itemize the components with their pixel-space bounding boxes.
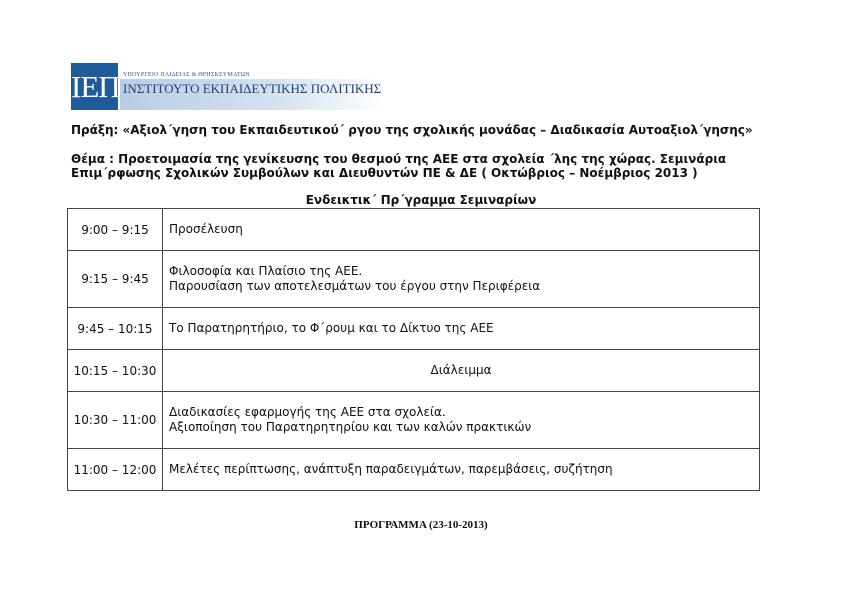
schedule-table bbox=[67, 208, 760, 491]
table-row bbox=[68, 308, 760, 350]
program-date-footer: ΠΡΟΓΡΑΜΜΑ (23-10-2013) bbox=[354, 519, 488, 531]
activity-line-2: Αξιοποίηση του Παρατηρητηρίου και των καλών πρακτικών bbox=[169, 420, 532, 434]
time-cell: 10:30 – 11:00 bbox=[68, 392, 163, 449]
table-row bbox=[68, 251, 760, 308]
table-row bbox=[68, 449, 760, 491]
activity-cell bbox=[163, 308, 760, 350]
table-row bbox=[68, 350, 760, 392]
subject-line-1: Θέμα : Προετοιμασία της γενίκευσης του θεσμού της ΑΕΕ στα σχολεία ΄λης της χώρας. Σεμινάρια bbox=[71, 152, 727, 166]
time-cell: 10:15 – 10:30 bbox=[68, 350, 163, 392]
time-cell: 9:00 – 9:15 bbox=[68, 209, 163, 251]
activity-cell bbox=[163, 251, 760, 308]
activity-line-1: Φιλοσοφία και Πλαίσιο της ΑΕΕ. bbox=[169, 264, 363, 278]
logo-ministry-text: ΥΠΟΥΡΓΕΙΟ ΠΑΙΔΕΙΑΣ & ΘΡΗΣΚΕΥΜΑΤΩΝ bbox=[123, 72, 250, 78]
action-title: Πράξη: «Αξιολ΄γηση του Εκπαιδευτικού΄ ργου της σχολικής μονάδας – Διαδικασία Αυτοαξιολ΄γησης» bbox=[71, 123, 753, 137]
logo-institute-name: ΙΝΣΤΙΤΟΥΤΟ ΕΚΠΑΙΔΕΥΤΙΚΗΣ ΠΟΛΙΤΙΚΗΣ bbox=[123, 81, 382, 96]
activity-line-1: Μελέτες περίπτωσης, ανάπτυξη παραδειγμάτων, παρεμβάσεις, συζήτηση bbox=[169, 462, 613, 476]
activity-cell bbox=[163, 209, 760, 251]
subject-line-2: Επιμ΄ρφωσης Σχολικών Συμβούλων και Διευθυντών ΠΕ & ΔΕ ( Οκτώβριος – Νοέμβριος 2013 ) bbox=[71, 166, 698, 180]
time-cell: 11:00 – 12:00 bbox=[68, 449, 163, 491]
activity-cell bbox=[163, 449, 760, 491]
activity-line-1: Το Παρατηρητήριο, το Φ΄ρουμ και το Δίκτυο της ΑΕΕ bbox=[169, 321, 494, 335]
activity-line-1: Διαδικασίες εφαρμογής της ΑΕΕ στα σχολεία. bbox=[169, 405, 446, 419]
logo-emblem: ΙΕΠ bbox=[71, 63, 118, 110]
institute-logo bbox=[71, 63, 386, 111]
activity-line-2: Παρουσίαση των αποτελεσμάτων του έργου στην Περιφέρεια bbox=[169, 279, 541, 293]
activity-line-1: Διάλειμμα bbox=[430, 363, 492, 377]
schedule-table-title: Ενδεικτικ΄ Πρ΄γραμμα Σεμιναρίων bbox=[305, 193, 537, 207]
table-row bbox=[68, 209, 760, 251]
activity-line-1: Προσέλευση bbox=[169, 222, 243, 236]
time-cell: 9:45 – 10:15 bbox=[68, 308, 163, 350]
activity-cell bbox=[163, 350, 760, 392]
subject-heading bbox=[71, 152, 726, 180]
table-row bbox=[68, 392, 760, 449]
activity-cell bbox=[163, 392, 760, 449]
time-cell: 9:15 – 9:45 bbox=[68, 251, 163, 308]
